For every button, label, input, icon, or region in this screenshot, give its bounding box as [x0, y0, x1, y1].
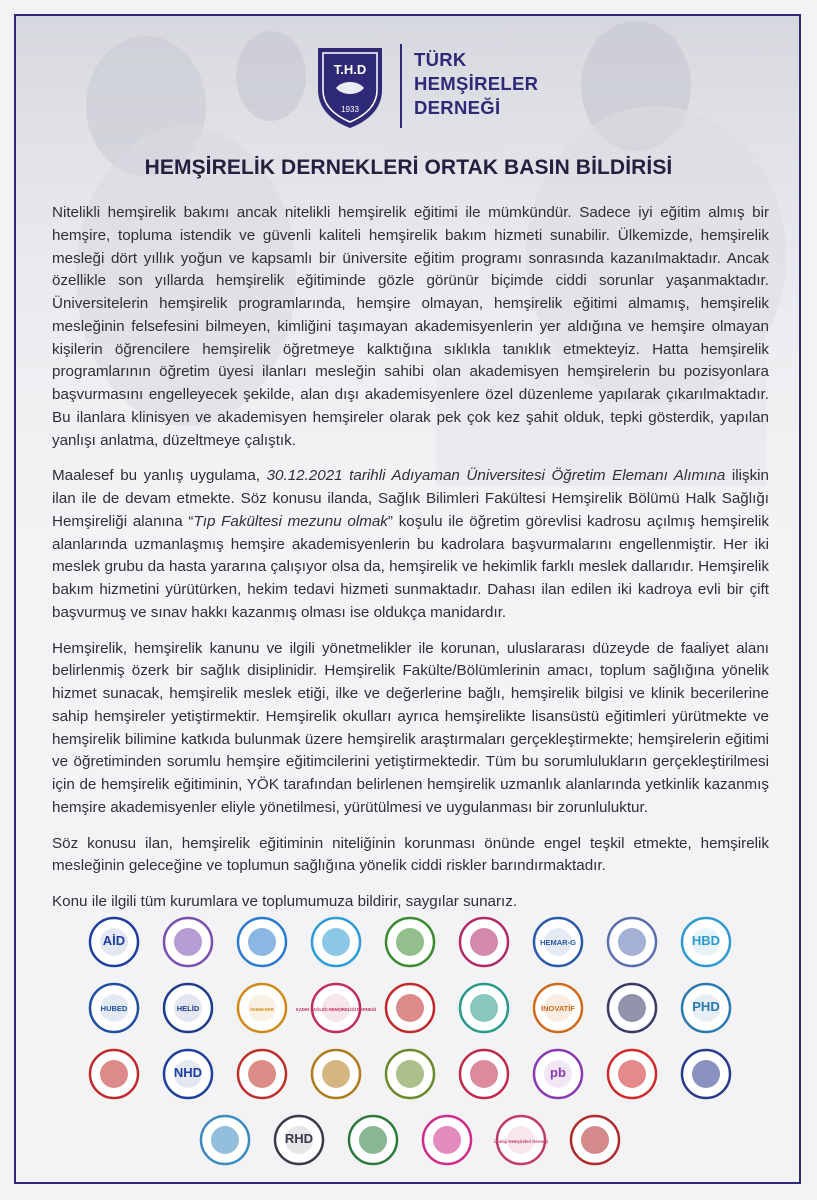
association-logo-row3-7 [532, 1048, 584, 1100]
org-name-line-2: HEMŞİRELER [414, 73, 539, 94]
association-logo-row2-6 [458, 982, 510, 1034]
paragraph-1: Nitelikli hemşirelik bakımı ancak nitelikli hemşirelik eğitimi ile mümkündür. Sadece iyi eğitim almış bir hemşire, topluma istendik ve güvenli kaliteli hemşirelik bakım hizmeti sunabilir. Ülkemizde, hemşirelik mesleği dört yıllık yoğun ve kapsamlı bir üniversite eğitim programı sonrasında kazanılmaktadır. Ancak özellikle son yıllarda hemşirelik eğitiminde gözle görünür biçimde ciddi sorunlar yaşanmaktadır. Üniversitelerin hemşirelik programlarında, hemşire olmayan, hemşirelik eğitimi almamış, hemşirelik mesleğinin felsefesini bilmeyen, kimliğini taşımayan akademisyenlerin yer aldığına ve hemşire olmayan kişilerin öğrencilere hemşirelik öğretmeye kalktığına sıklıkla tanıklık etmekteyiz. Hatta hemşirelik programlarının öğretim üyesi ilanları mesleğin sahibi olan akademisyen hemşirelerin bu pozisyonlara başvurmasını engelleyecek şekilde, alan dışı akademisyenlere özel düzenleme yapılarak çıkarılmaktadır. Bu ilanlara klinisyen ve akademisyen hemşireler olarak pek çok kez şahit olduk, tepki gösterdik, yapılan yanlışı anlatma, düzeltmeye çalıştık. [52, 204, 769, 449]
logo-row-4 [110, 1114, 710, 1166]
association-logo-row3-9 [680, 1048, 732, 1100]
association-logo-row4-2 [273, 1114, 325, 1166]
association-logo-row3-3 [236, 1048, 288, 1100]
association-logo-row3-2 [162, 1048, 214, 1100]
association-logo-row4-5 [495, 1114, 547, 1166]
association-logo-text: HELİD [176, 1004, 200, 1013]
logo-divider [400, 44, 402, 128]
association-logo-text: KADIN SAĞLIĞI HEMŞİRELİĞİ DERNEĞİ [295, 1007, 377, 1012]
paragraph-4: Söz konusu ilan, hemşirelik eğitiminin niteliğinin korunması önünde engel teşkil etmekte, hemşirelik mesleğinin geleceğine ve toplumun sağlığına yönelik ciddi riskler barındırmaktadır. [52, 834, 769, 875]
logo-row-2 [100, 982, 720, 1034]
association-logo-row3-1 [88, 1048, 140, 1100]
association-logo-row1-9 [680, 916, 732, 968]
association-logo-text: RHD [284, 1131, 314, 1146]
association-logo-text: HEMAR-G [540, 938, 576, 947]
association-logo-text: İSHEM-DER [250, 1007, 274, 1012]
association-logo-row1-1 [88, 916, 140, 968]
press-release-body [52, 202, 769, 927]
association-logo-row4-4 [421, 1114, 473, 1166]
header-logo [314, 44, 574, 134]
paragraph-3: Hemşirelik, hemşirelik kanunu ve ilgili yönetmelikler ile korunan, uluslararası düzeyde de faaliyet alanı belirlenmiş özerk bir sağlık disiplinidir. Hemşirelik Fakülte/Bölümlerinin amacı, toplum sağlığına yönelik hizmet sunacak, hemşirelik meslek etiği, ilke ve değerlerine bağlı, hemşirelik bilgisi ve klinik becerilerine sahip hemşireler yetiştirmektir. Hemşirelik okulları ayrıca hemşirelikte lisansüstü eğitimleri yürütmekte ve hemşirelik bilimine katkıda bulunmak üzere hemşirelik araştırmaları gerçekleştirmekte; hemşirelerin eğitimi ve öğretiminden sorumlu hemşire eğitimcilerini yetiştirmektedir. Tüm bu sorumlulukların gerçekleştirilmesi için de hemşirelik eğitiminin, YÖK tarafından belirlenen hemşirelik uzmanlık alanlarında yetkinlik kazanmış hemşire akademisyenler eliyle yönetilmesi, yürütülmesi ve uygulanması bir zorunluluktur. [52, 639, 769, 816]
association-logo-row1-7 [532, 916, 584, 968]
org-name-line-3: DERNEĞİ [414, 97, 501, 118]
org-name [414, 48, 538, 120]
association-logo-row1-5 [384, 916, 436, 968]
association-logo-row2-4 [295, 982, 377, 1034]
association-logos [100, 916, 721, 1180]
association-logo-row2-2 [162, 982, 214, 1034]
association-logo-row2-5 [384, 982, 436, 1034]
association-logo-row3-4 [310, 1048, 362, 1100]
association-logo-text: İNOVATİF [541, 1004, 575, 1013]
paragraph-2: Maalesef bu yanlış uygulama, 30.12.2021 tarihli Adıyaman Üniversitesi Öğretim Elemanı Alımına ilişkin ilan ile de devam etmekte. Söz konusu ilanda, Sağlık Bilimleri Fakültesi Hemşirelik Bölümü Halk Sağlığı Hemşireliği alanına “Tıp Fakültesi mezunu olmak” koşulu ile öğretim görevlisi kadrosu açılmış hemşirelik alanlarında uzmanlaşmış hemşire akademisyenlerin bu kadrolara başvurmalarını engellenmiştir. Her iki meslek grubu da hasta yararına çalışıyor olsa da, hemşirelik ve hekimlik farklı meslek dallarıdır. Hemşirelik bakım hizmetini yürütürken, hekim tedavi hizmeti sunmaktadır. Dahası ilan edilen iki kadroya evli bir çift başvurmuş ve sınav hakkı kazanmış olması ise oldukça manidardır. [52, 467, 770, 621]
paragraph-5: Konu ile ilgili tüm kurumlara ve toplumumuza bildirir, saygılar sunarız. [52, 893, 518, 910]
association-logo-row4-3 [347, 1114, 399, 1166]
association-logo-row1-6 [458, 916, 510, 968]
association-logo-row3-5 [384, 1048, 436, 1100]
association-logo-row1-3 [236, 916, 288, 968]
association-logo-text: HBD [691, 933, 721, 948]
association-logo-row2-8 [606, 982, 658, 1034]
association-logo-text: HUBED [100, 1004, 128, 1013]
emblem-year: 1933 [341, 105, 359, 114]
emblem-initials: T.H.D [333, 62, 367, 77]
association-logo-row1-8 [606, 916, 658, 968]
org-name-line-1: TÜRK [414, 49, 467, 70]
association-logo-row2-7 [532, 982, 584, 1034]
association-logo-row2-3 [236, 982, 288, 1034]
association-logo-row4-6 [569, 1114, 621, 1166]
association-logo-row2-1 [88, 982, 140, 1034]
page-title: HEMŞİRELİK DERNEKLERİ ORTAK BASIN BİLDİRİSİ [144, 156, 673, 179]
logo-row-3 [110, 1048, 710, 1100]
logo-row-1 [102, 916, 721, 968]
association-logo-row4-1 [199, 1114, 251, 1166]
association-logo-row3-8 [606, 1048, 658, 1100]
association-logo-text: AİD [102, 933, 126, 948]
association-logo-text: NHD [173, 1065, 203, 1080]
association-logo-text: PHD [692, 999, 720, 1014]
thd-emblem-icon [314, 44, 386, 130]
association-logo-row3-6 [458, 1048, 510, 1100]
association-logo-row2-9 [680, 982, 732, 1034]
association-logo-row1-4 [310, 916, 362, 968]
association-logo-row1-2 [162, 916, 214, 968]
association-logo-text: Üroloji Hemşireleri Derneği [494, 1139, 548, 1144]
association-logo-text: pb [550, 1065, 566, 1080]
